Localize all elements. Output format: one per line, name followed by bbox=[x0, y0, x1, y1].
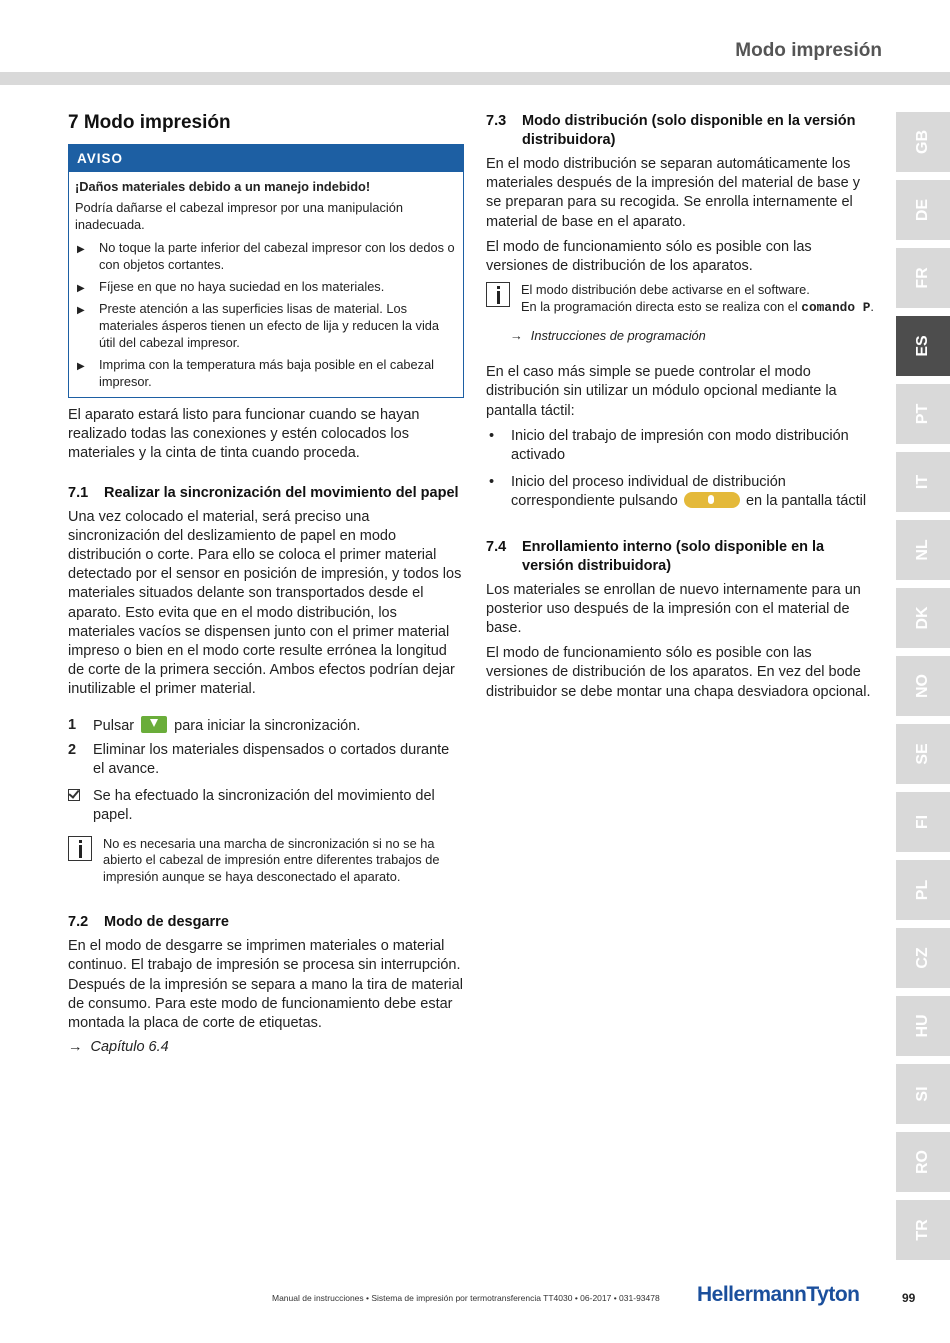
list-item: ▶ Preste atención a las superficies lisas de material. Los materiales ásperos tienen un efecto de lija y reducen la vida útil del cabezal impresor. bbox=[77, 301, 440, 350]
step-1: 1 Pulsar para iniciar la sincronización. bbox=[68, 716, 361, 734]
tab-fi[interactable]: FI bbox=[896, 792, 950, 852]
tab-se[interactable]: SE bbox=[896, 724, 950, 784]
tab-ro[interactable]: RO bbox=[896, 1132, 950, 1192]
section-7-4-title: 7.4 Enrollamiento interno (solo disponible en la versión distribuidora) bbox=[486, 538, 825, 574]
section-7-3-title: 7.3 Modo distribución (solo disponible en la versión distribuidora) bbox=[486, 113, 856, 148]
notice-body bbox=[69, 172, 463, 397]
triangle-bullet-icon: ▶ bbox=[77, 305, 85, 316]
section-7-4-p1: Los materiales se enrollan de nuevo internamente para un posterior uso después de la impresión con el material de base. bbox=[486, 581, 861, 637]
arrow-right-icon: → bbox=[68, 1039, 83, 1056]
tab-nl[interactable]: NL bbox=[896, 520, 950, 580]
triangle-bullet-icon: ▶ bbox=[77, 361, 85, 372]
info-icon bbox=[486, 282, 510, 307]
page-header-title: Modo impresión bbox=[735, 40, 882, 61]
footer-text: Manual de instrucciones • Sistema de impresión por termotransferencia TT4030 • 06-2017 • 031-93478 bbox=[272, 1293, 660, 1303]
left-column bbox=[68, 112, 464, 1075]
tab-no[interactable]: NO bbox=[896, 656, 950, 716]
list-item: ▶ Fíjese en que no haya suciedad en los materiales. bbox=[75, 278, 457, 295]
feed-button-icon bbox=[141, 716, 167, 733]
page-number: 99 bbox=[902, 1291, 916, 1305]
tab-si[interactable]: SI bbox=[896, 1064, 950, 1124]
section-7-1-body: Una vez colocado el material, será preciso una sincronización del deslizamiento de papel en modo distribución o corte. Para ello se coloca el primer material detectado por el sensor en posición de impresión, y todos los materiales situados delante son transportados desde el aparato. Esto evita que en el modo distribución, los materiales vacíos se dispensen junto con el primer material impreso o bien en el modo corte resulte errónea la longitud de corte de la primera sección. Ambos efectos podrían dejar inutilizable el primer material. bbox=[68, 508, 462, 698]
tab-pl[interactable]: PL bbox=[896, 860, 950, 920]
bullet-list bbox=[486, 427, 876, 512]
notice-bold-text: ¡Daños materiales debido a un manejo indebido! bbox=[75, 179, 371, 194]
tab-tr[interactable]: TR bbox=[896, 1200, 950, 1260]
notice-list bbox=[75, 239, 457, 390]
intro-paragraph: El aparato estará listo para funcionar cuando se hayan realizado todas las conexiones y estén colocados los materiales y la cinta de tinta cuando proceda. bbox=[68, 407, 420, 462]
triangle-bullet-icon: ▶ bbox=[77, 283, 85, 294]
result-row: Se ha efectuado la sincronización del movimiento del papel. bbox=[68, 787, 464, 825]
tab-gb[interactable]: GB bbox=[896, 112, 950, 172]
brand-logo: HellermannTyton bbox=[697, 1283, 860, 1306]
section-7-3-p2: El modo de funcionamiento sólo es posible con las versiones de distribución de los aparatos. bbox=[486, 238, 812, 275]
tab-fr[interactable]: FR bbox=[896, 248, 950, 308]
notice-label: AVISO bbox=[69, 145, 463, 172]
step-2: 2 Eliminar los materiales dispensados o cortados durante el avance. bbox=[68, 741, 450, 778]
touch-button-icon bbox=[684, 492, 740, 508]
section-7-2-title: 7.2 Modo de desgarre bbox=[68, 914, 229, 931]
arrow-right-icon: → bbox=[510, 328, 523, 344]
tab-cz[interactable]: CZ bbox=[896, 928, 950, 988]
list-item: ▶ Imprima con la temperatura más baja posible en el cabezal impresor. bbox=[77, 357, 435, 389]
chapter-title: 7 Modo impresión bbox=[68, 112, 231, 133]
section-7-2-body: En el modo de desgarre se imprimen materiales o material continuo. El trabajo de impresión se procesa sin interrupción. Después de la impresión se separa a mano la tira de material de consumo. Para este modo de funcionamiento debe estar montada la placa de corte de etiquetas. bbox=[68, 938, 463, 1031]
chapter-reference: → Capítulo 6.4 bbox=[68, 1039, 169, 1056]
notice-box bbox=[68, 144, 464, 398]
tab-pt[interactable]: PT bbox=[896, 384, 950, 444]
list-item: ▶ No toque la parte inferior del cabezal impresor con los dedos o con objetos cortantes. bbox=[77, 240, 455, 272]
section-7-3-p1: En el modo distribución se separan automáticamente los materiales después de la impresión del material de base y se preparan para su recogida. Se enrolla internamente el material de base en el aparato. bbox=[486, 156, 860, 230]
info-note-sync: No es necesaria una marcha de sincronización si no se ha abierto el cabezal de impresión entre diferentes trabajos de impresión aunque se haya desconectado el aparato. bbox=[68, 836, 464, 886]
tab-hu[interactable]: HU bbox=[896, 996, 950, 1056]
header-bar bbox=[0, 72, 950, 85]
info-note-distribution: El modo distribución debe activarse en el software. En la programación directa esto se realiza con el comando P. bbox=[486, 282, 876, 316]
steps-list bbox=[68, 716, 464, 780]
checkbox-icon bbox=[68, 789, 80, 801]
tab-de[interactable]: DE bbox=[896, 180, 950, 240]
right-column bbox=[486, 112, 876, 708]
list-item: • Inicio del trabajo de impresión con modo distribución activado bbox=[489, 427, 849, 464]
programming-reference: → Instrucciones de programación bbox=[510, 328, 706, 344]
section-7-4-p2: El modo de funcionamiento sólo es posible con las versiones de distribución de los aparatos. En vez del bode distribuidor se debe montar una chapa desviadora opcional. bbox=[486, 645, 871, 700]
notice-text: Podría dañarse el cabezal impresor por una manipulación inadecuada. bbox=[75, 200, 403, 232]
list-item: • Inicio del proceso individual de distribución correspondiente pulsando en la pantalla táctil bbox=[489, 474, 867, 510]
triangle-bullet-icon: ▶ bbox=[77, 244, 85, 255]
section-7-1-title: 7.1 Realizar la sincronización del movimiento del papel bbox=[68, 484, 459, 501]
tab-it[interactable]: IT bbox=[896, 452, 950, 512]
language-tabs bbox=[896, 112, 950, 1268]
tab-dk[interactable]: DK bbox=[896, 588, 950, 648]
tab-es[interactable]: ES bbox=[896, 316, 950, 376]
info-icon bbox=[68, 836, 92, 861]
section-7-3-p3: En el caso más simple se puede controlar el modo distribución sin utilizar un módulo opcional mediante la pantalla táctil: bbox=[486, 364, 837, 419]
